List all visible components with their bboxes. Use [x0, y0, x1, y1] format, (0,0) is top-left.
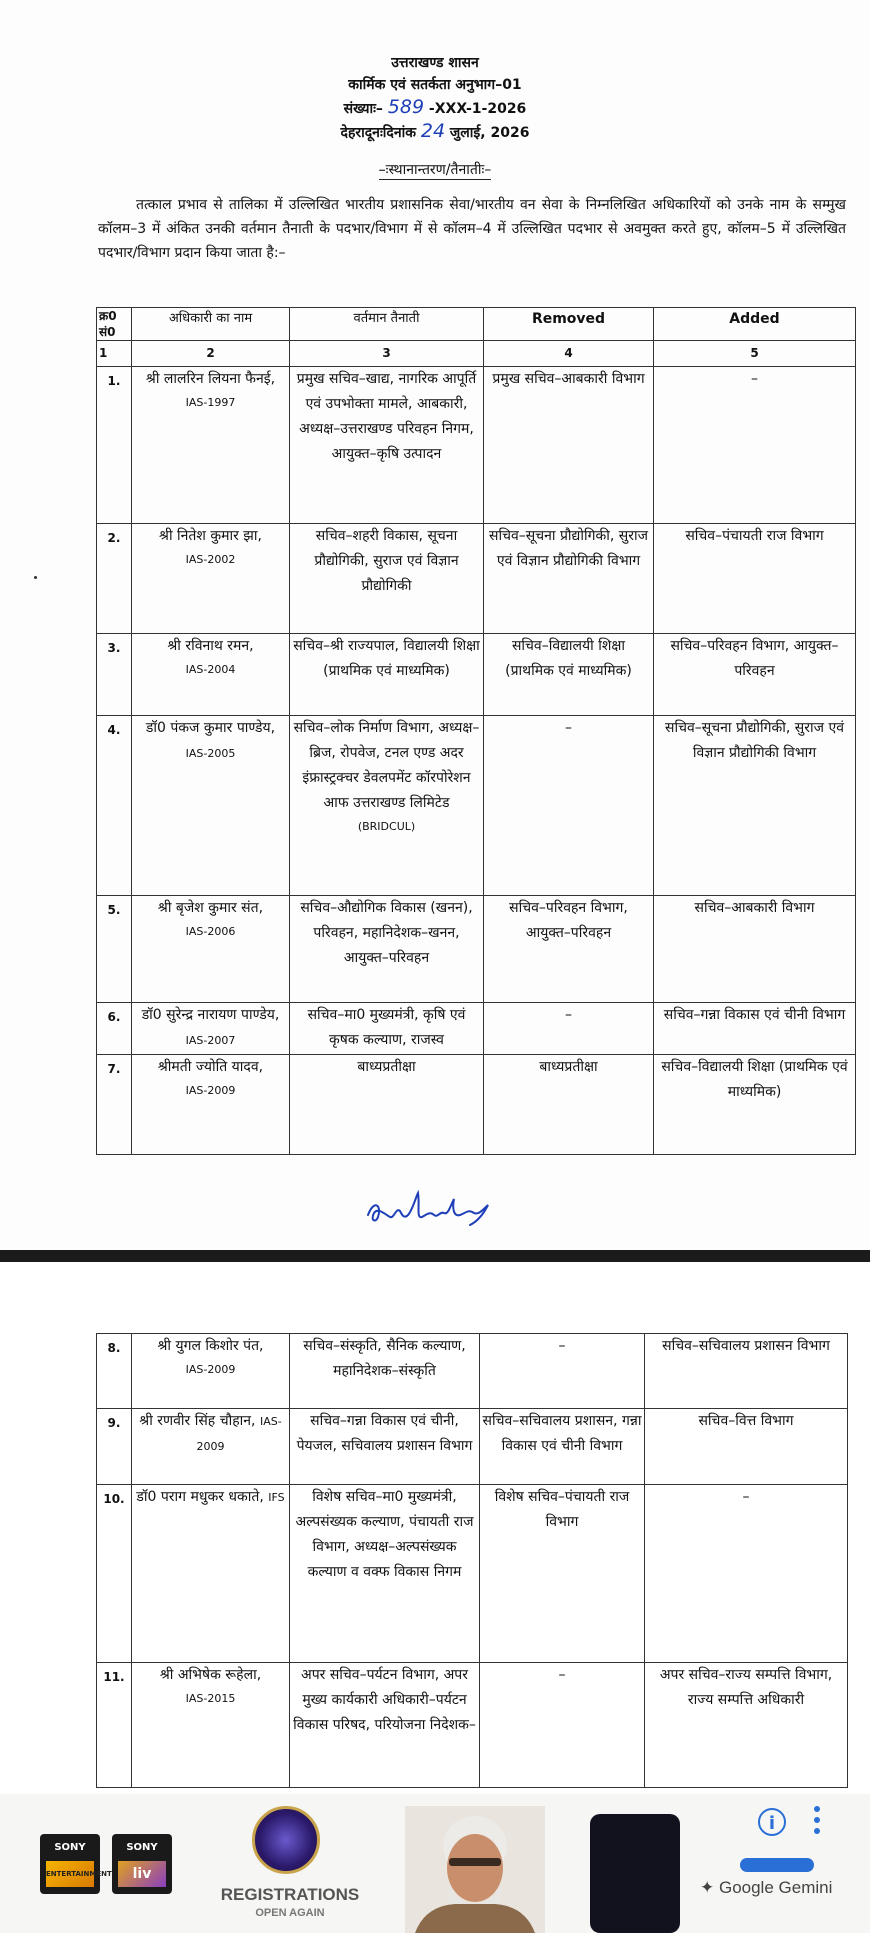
table-header-row [97, 308, 856, 341]
col-num: 3 [290, 341, 484, 367]
host-portrait [405, 1806, 545, 1933]
signature-image [360, 1185, 510, 1235]
header-line-dept: कार्मिक एवं सतर्कता अनुभाग–01 [348, 77, 522, 93]
header-date: देहरादूनःदिनांक 24 जुलाई, 2026 [340, 120, 530, 142]
intro-paragraph: तत्काल प्रभाव से तालिका में उल्लिखित भारतीय प्रशासनिक सेवा/भारतीय वन सेवा के निम्नलिखित अधिकारियों को उनके नाम के सम्मुख कॉलम–3 में अंकित उनकी वर्तमान तैनाती के पदभार/विभाग में से कॉलम–4 में उल्लिखित पदभार से अवमुक्त करते हुए, कॉलम–5 में उल्लिखित पदभार/विभाग प्रदान किया जाता है:– [98, 197, 846, 261]
sony-logo: SONY ENTERTAINMENT [40, 1834, 100, 1894]
table-row: 8. श्री युगल किशोर पंत, IAS-2009 सचिव–संस्कृति, सैनिक कल्याण, महानिदेशक–संस्कृति – सचिव–सचिवालय प्रशासन विभाग [97, 1334, 848, 1409]
table-row: 3. श्री रविनाथ रमन, IAS-2004 सचिव–श्री राज्यपाल, विद्यालयी शिक्षा (प्राथमिक एवं माध्यमिक) सचिव–विद्यालयी शिक्षा (प्राथमिक एवं माध्यमिक) सचिव–परिवहन विभाग, आयुक्त–परिवहन [97, 634, 856, 716]
table-row: 2. श्री नितेश कुमार झा, IAS-2002 सचिव–शहरी विकास, सूचना प्रौद्योगिकी, सुराज एवं विज्ञान प्रौद्योगिकी सचिव–सूचना प्रौद्योगिकी, सुराज एवं विज्ञान प्रौद्योगिकी विभाग सचिव–पंचायती राज विभाग [97, 524, 856, 634]
col-num: 1 [97, 341, 132, 367]
table-row: 9. श्री रणवीर सिंह चौहान, IAS-2009 सचिव–गन्ना विकास एवं चीनी, पेयजल, सचिवालय प्रशासन विभाग सचिव–सचिवालय प्रशासन, गन्ना विकास एवं चीनी विभाग सचिव–वित्त विभाग [97, 1409, 848, 1485]
table-row: 7. श्रीमती ज्योति यादव, IAS-2009 बाध्यप्रतीक्षा बाध्यप्रतीक्षा सचिव–विद्यालयी शिक्षा (प्राथमिक एवं माध्यमिक) [97, 1055, 856, 1155]
subject-line: –ःस्थानान्तरण/तैनातीः– [378, 162, 492, 178]
registration-text: REGISTRATIONS OPEN AGAIN [220, 1885, 360, 1919]
kbc-logo-icon [252, 1806, 320, 1874]
table-row: 10. डॉ0 पराग मधुकर धकाते, IFS विशेष सचिव–मा0 मुख्यमंत्री, अल्पसंख्यक कल्याण, पंचायती राज विभाग, अध्यक्ष–अल्पसंख्यक कल्याण व वक्फ विकास निगम विशेष सचिव–पंचायती राज विभाग – [97, 1485, 848, 1663]
col-num: 4 [484, 341, 654, 367]
handwritten-date: 24 [420, 120, 446, 142]
table-row: 1. श्री लालरिन लियना फैनई, IAS-1997 प्रमुख सचिव–खाद्य, नागरिक आपूर्ति एवं उपभोक्ता मामले, आबकारी, अध्यक्ष–उत्तराखण्ड परिवहन निगम, आयुक्त–कृषि उत्पादन प्रमुख सचिव–आबकारी विभाग – [97, 367, 856, 524]
table-row: 4. डॉ0 पंकज कुमार पाण्डेय, IAS-2005 सचिव–लोक निर्माण विभाग, अध्यक्ष–ब्रिज, रोपवेज, टनल एण्ड अदर इंफ्रास्ट्रक्चर डेवलपमेंट कॉरपोरेशन आफ उत्तराखण्ड लिमिटेड (BRIDCUL) – सचिव–सूचना प्रौद्योगिकी, सुराज एवं विज्ञान प्रौद्योगिकी विभाग [97, 716, 856, 896]
col-num: 5 [654, 341, 856, 367]
ad-banner[interactable] [0, 1794, 870, 1933]
info-icon[interactable]: i [758, 1808, 786, 1836]
stray-mark [34, 576, 37, 579]
transfer-table-page2 [96, 1333, 848, 1788]
header-name: अधिकारी का नाम [132, 308, 290, 341]
transfer-table-page1 [96, 307, 856, 1155]
header-line-govt: उत्तराखण्ड शासन [391, 55, 479, 71]
sonyliv-logo: SONY liv [112, 1834, 172, 1894]
table-row: 6. डॉ0 सुरेन्द्र नारायण पाण्डेय, IAS-2007 सचिव–मा0 मुख्यमंत्री, कृषि एवं कृषक कल्याण, राजस्व – सचिव–गन्ना विकास एवं चीनी विभाग [97, 1003, 856, 1055]
gemini-pill [740, 1858, 814, 1872]
header-removed: Removed [484, 308, 654, 341]
handwritten-number: 589 [387, 96, 425, 118]
page-divider [0, 1250, 870, 1262]
column-number-row [97, 341, 856, 367]
more-vert-icon[interactable] [812, 1806, 822, 1840]
table-row: 11. श्री अभिषेक रूहेला, IAS-2015 अपर सचिव–पर्यटन विभाग, अपर मुख्य कार्यकारी अधिकारी–पर्यटन विकास परिषद, परियोजना निदेशक– – अपर सचिव–राज्य सम्पत्ति विभाग, राज्य सम्पत्ति अधिकारी [97, 1663, 848, 1788]
header-number: संख्याः– 589 -XXX-1-2026 [343, 96, 527, 118]
header-current: वर्तमान तैनाती [290, 308, 484, 341]
table-row: 5. श्री बृजेश कुमार संत, IAS-2006 सचिव–औद्योगिक विकास (खनन), परिवहन, महानिदेशक–खनन, आयुक्त–परिवहन सचिव–परिवहन विभाग, आयुक्त–परिवहन सचिव–आबकारी विभाग [97, 896, 856, 1003]
col-num: 2 [132, 341, 290, 367]
header-added: Added [654, 308, 856, 341]
google-gemini-logo: ✦ Google Gemini [700, 1878, 833, 1897]
phone-graphic [590, 1814, 680, 1933]
header-sno: क्र0 सं0 [97, 308, 132, 341]
govt-header [0, 52, 870, 144]
